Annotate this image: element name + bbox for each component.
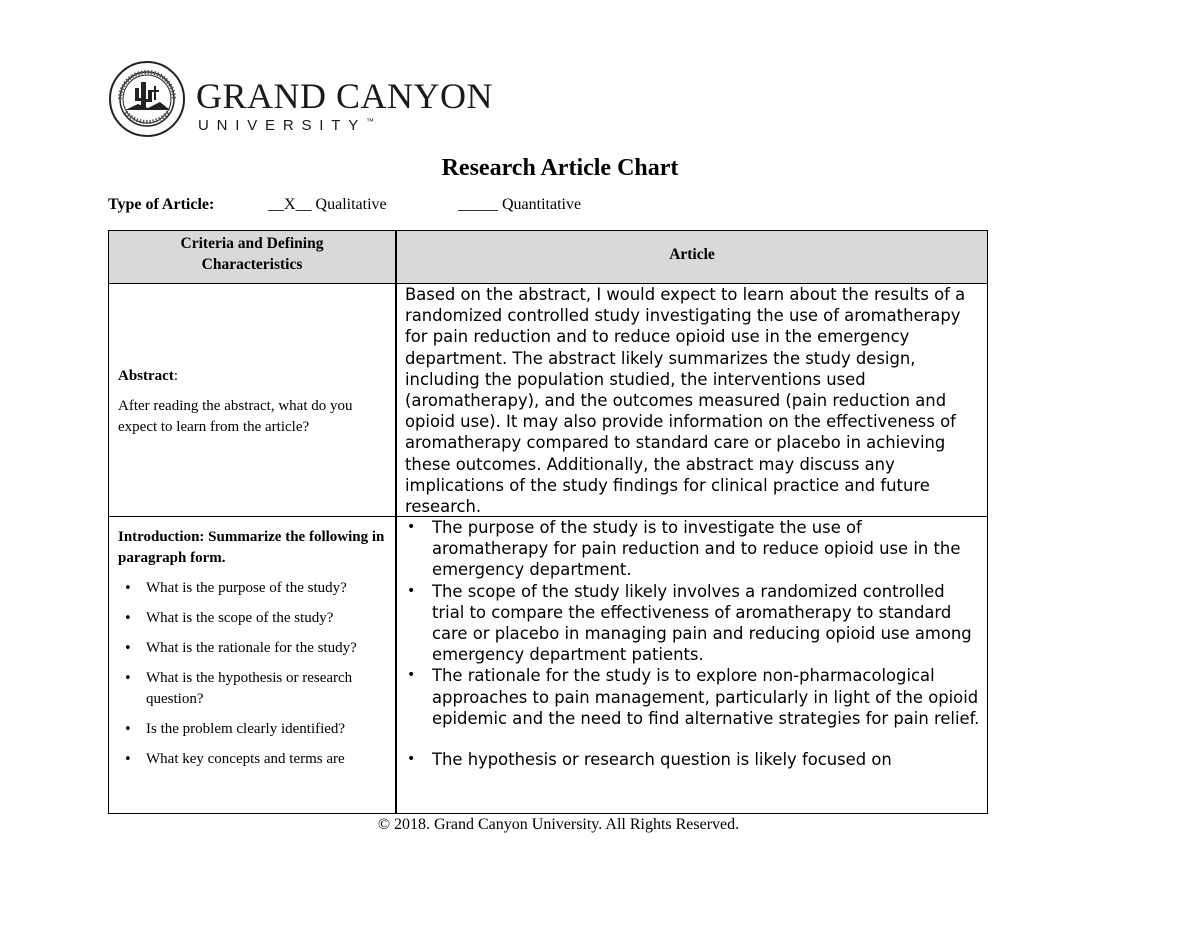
question-hypothesis: • What is the hypothesis or research question?: [118, 668, 389, 710]
quantitative-option: _____ Quantitative: [458, 196, 582, 213]
qualitative-option: __X__ Qualitative: [268, 196, 387, 213]
introduction-criteria-cell: [109, 517, 395, 815]
logo-wordmark: GRAND CANYON: [196, 76, 494, 116]
header-article: Article: [669, 246, 715, 263]
abstract-answer-cell: [397, 284, 987, 516]
answer-scope: • The scope of the study likely involves a randomized controlled trial to compare the effectiveness of aromatherapy to standard care or placebo in managing pain and reducing opioid use among emergency department patients.: [405, 581, 981, 666]
abstract-label: Abstract: [118, 368, 174, 384]
question-purpose: • What is the purpose of the study?: [118, 578, 389, 599]
header-left-cell: [109, 231, 395, 283]
research-article-table: [108, 230, 988, 814]
answer-hypothesis: • The hypothesis or research question is likely focused on: [405, 749, 981, 770]
introduction-answer-cell: [397, 517, 987, 815]
abstract-answer: Based on the abstract, I would expect to learn about the results of a randomized controlled study investigating the use of aromatherapy for pain reduction and to reduce opioid use in the emergency department. The abstract likely summarizes the study design, including the population studied, the interventions used (aromatherapy), and the outcomes measured (pain reduction and opioid use). It may also provide information on the effectiveness of aromatherapy compared to standard care or placebo in achieving these outcomes. Additionally, the abstract may discuss any implications of the study findings for clinical practice and future research.: [405, 285, 966, 516]
header-criteria: Criteria and Defining Characteristics: [180, 235, 324, 273]
header-right-cell: [397, 231, 987, 283]
question-problem: • Is the problem clearly identified?: [118, 719, 389, 740]
abstract-prompt: After reading the abstract, what do you expect to learn from the article?: [118, 398, 353, 435]
article-type-label: Type of Article:: [108, 196, 215, 213]
question-rationale: • What is the rationale for the study?: [118, 638, 389, 659]
copyright-footer: © 2018. Grand Canyon University. All Rights Reserved.: [377, 816, 740, 833]
answer-purpose: • The purpose of the study is to investigate the use of aromatherapy for pain reduction and to reduce opioid use in the emergency department.: [405, 517, 981, 581]
page-title: Research Article Chart: [441, 155, 679, 181]
article-type-row: [108, 196, 581, 214]
university-seal-icon: [108, 60, 186, 138]
gcu-logo: [108, 60, 494, 140]
answer-rationale: • The rationale for the study is to explore non-pharmacological approaches to pain management, particularly in light of the opioid epidemic and the need to find alternative strategies for pain relief.: [405, 665, 981, 729]
introduction-heading: Introduction: Summarize the following in paragraph form.: [118, 529, 385, 566]
question-key-concepts: • What key concepts and terms are: [118, 749, 389, 770]
abstract-criteria-cell: Abstract: After reading the abstract, what do you expect to learn from the article?: [109, 284, 395, 516]
question-scope: • What is the scope of the study?: [118, 608, 389, 629]
logo-subtitle: UNIVERSITY™: [198, 117, 375, 134]
